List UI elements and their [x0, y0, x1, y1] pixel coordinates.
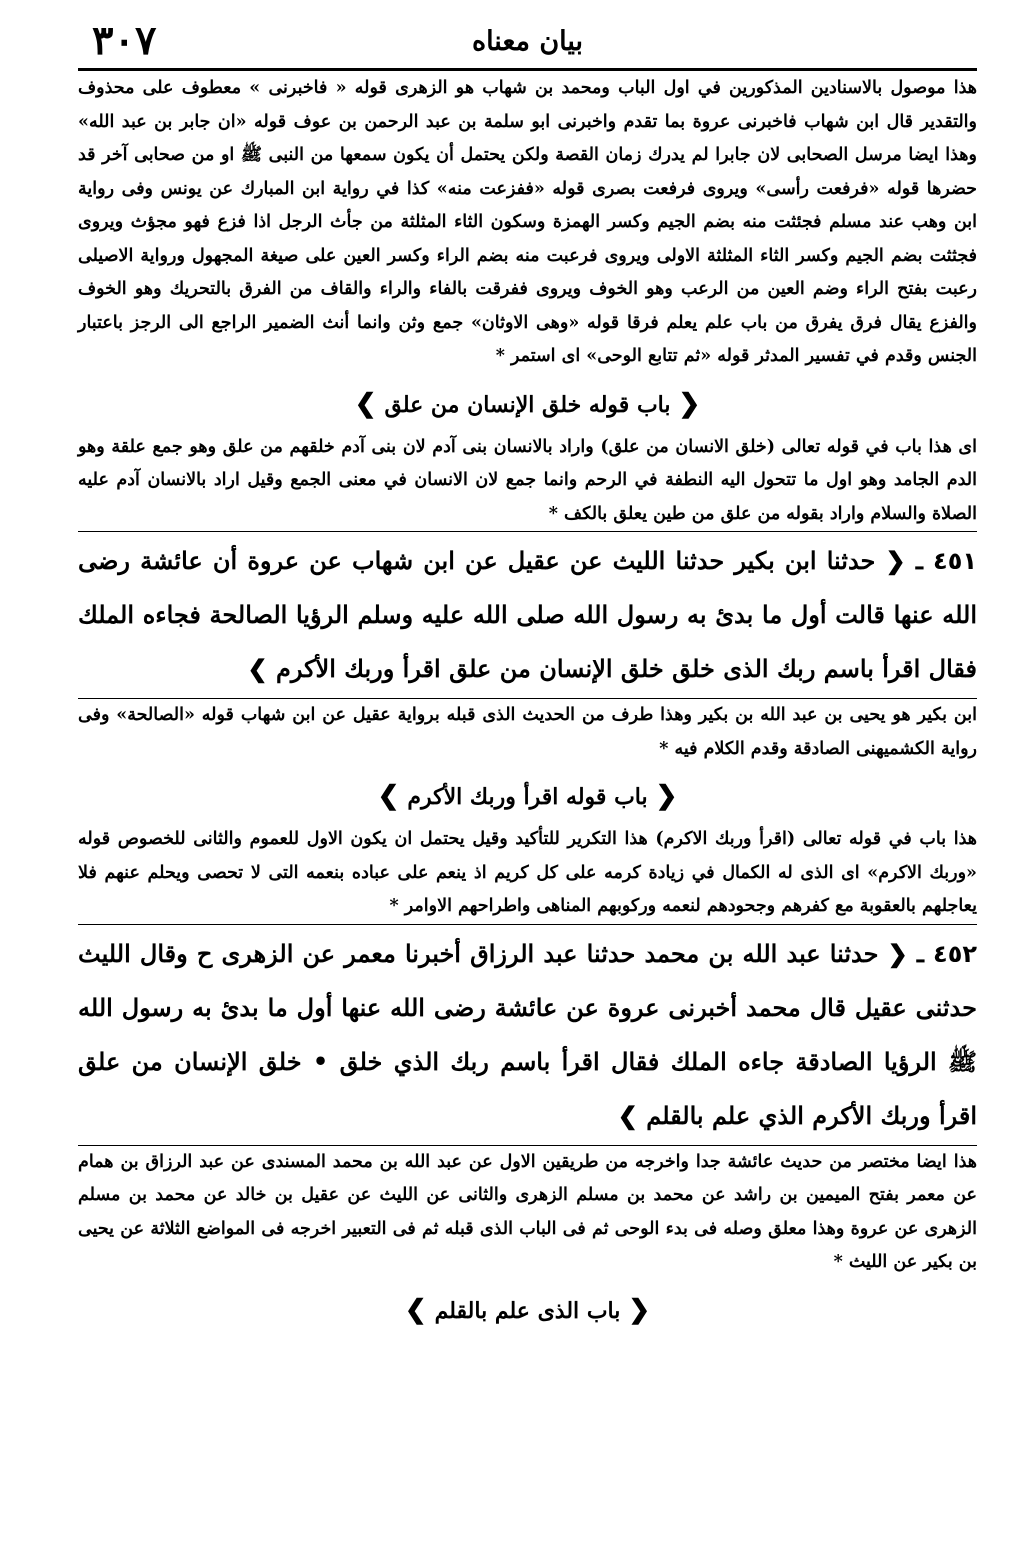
chapter-heading — [78, 1288, 977, 1333]
hadith-number: ٤٥١ — [933, 547, 977, 575]
hadith-text: ٤٥٢ ـ ❮ حدثنا عبد الله بن محمد حدثنا عبد الرزاق أخبرنا معمر عن الزهرى ح وقال الليث حدثنى عقيل قال محمد أخبرنى عروة عن عائشة رضى الله عنها أول ما بدئ به رسول الله ﷺ الرؤيا الصادقة جاءه الملك فقال اقرأ باسم ربك الذي خلق • خلق الإنسان من علق اقرأ وربك الأكرم الذي علم بالقلم ❯ — [78, 924, 977, 1146]
ornament-icon: ❯ — [404, 1294, 427, 1325]
chapter-heading-text: باب قوله خلق الإنسان من علق — [384, 391, 671, 418]
ornament-icon: ❯ — [377, 781, 400, 811]
hadith-text: ٤٥١ ـ ❮ حدثنا ابن بكير حدثنا الليث عن عقيل عن ابن شهاب عن عروة أن عائشة رضى الله عنها قالت أول ما بدئ به رسول الله صلى الله عليه وسلم الرؤيا الصالحة فجاءه الملك فقال اقرأ باسم ربك الذى خلق خلق الإنسان من علق اقرأ وربك الأكرم ❯ — [78, 531, 977, 699]
commentary-paragraph: هذا باب في قوله تعالى (اقرأ وربك الاكرم) هذا التكرير للتأكيد وقيل يحتمل ان يكون الاول للعموم والثانى للخصوص قوله «وربك الاكرم» اى الذى له الكمال في زيادة كرمه على كل كريم اذ ينعم على عباده بنعمه التى لا تحصى ويحلم عنهم فلا يعاجلهم بالعقوبة مع كفرهم وجحودهم لنعمه وركوبهم المناهى واطراحهم الاوامر * — [78, 829, 977, 916]
hadith-number: ٤٥٢ — [933, 939, 977, 968]
commentary-paragraph: هذا موصول بالاسنادين المذكورين في اول الباب ومحمد بن شهاب هو الزهرى قوله « فاخبرنى » معطوف على محذوف والتقدير قال ابن شهاب فاخبرنى عروة بما تقدم واخبرنى ابو سلمة بن عبد الرحمن بن عوف قوله «ان جابر بن عبد الله» وهذا ايضا مرسل الصحابى لان جابرا لم يدرك زمان القصة ولكن يحتمل أن يكون سمعها من النبى ﷺ او من صحابى آخر قد حضرها قوله «فرفعت رأسى» ويروى فرفعت بصرى قوله «ففزعت منه» كذا في رواية ابن المبارك عن يونس وفى رواية ابن وهب عند مسلم فجئثت منه بضم الجيم وكسر الهمزة وسكون الثاء المثلثة من جأث الرجل اذا فزع فهو مجؤث ويروى فجثثت بضم الجيم وكسر الثاء المثلثة الاولى ويروى فرعبت منه بضم الراء وكسر العين على صيغة المجهول ورواية الاصيلى رعبت بفتح الراء وضم العين من الرعب وهو الخوف ويروى ففرقت بالفاء والراء والقاف من الفرق بالتحريك وهو الخوف والفزع يقال فرق يفرق من باب علم يعلم فرقا قوله «وهى الاوثان» جمع وثن وانما أنث الضمير الراجع الى الرجز باعتبار الجنس وقدم في تفسير المدثر قوله «ثم تتابع الوحى» اى استمر * — [78, 78, 977, 366]
chapter-heading — [78, 774, 977, 819]
ornament-icon: ❮ — [628, 1294, 651, 1325]
page-header — [78, 18, 977, 71]
commentary-paragraph: هذا ايضا مختصر من حديث عائشة جدا واخرجه من طريقين الاول عن عبد الله بن محمد المسندى عن عبد الرزاق بن همام عن معمر بفتح الميمين بن راشد عن محمد بن مسلم الزهرى والثانى عن الليث عن عقيل بن خالد عن محمد بن مسلم الزهرى عن عروة وهذا معلق وصله فى بدء الوحى ثم فى الباب الذى قبله ثم فى التعبير اخرجه فى المواضع الثلاثة عن يحيى بن بكير عن الليث * — [78, 1151, 977, 1272]
commentary-paragraph: اى هذا باب في قوله تعالى (خلق الانسان من علق) واراد بالانسان بنى آدم لان بنى آدم خلقهم من علق وهو جمع علقة وهو الدم الجامد وهو اول ما تتحول اليه النطفة في الرحم وانما جمع لان الانسان في معنى الجمع وقيل اراد بالانسان آدم عليه الصلاة والسلام واراد بقوله من علق من طين يعلق بالكف * — [78, 436, 977, 524]
hadith-body: حدثنا ابن بكير حدثنا الليث عن عقيل عن ابن شهاب عن عروة أن عائشة رضى الله عنها قالت أول ما بدئ به رسول الله صلى الله عليه وسلم الرؤيا الصالحة فجاءه الملك فقال اقرأ باسم ربك الذى خلق خلق الإنسان من علق اقرأ وربك الأكرم — [78, 546, 977, 683]
ornament-icon: ❯ — [354, 388, 377, 419]
ornament-icon: ❮ — [678, 388, 701, 419]
chapter-heading — [78, 382, 977, 427]
hadith-body: حدثنا عبد الله بن محمد حدثنا عبد الرزاق أخبرنا معمر عن الزهرى ح وقال الليث حدثنى عقيل قال محمد أخبرنى عروة عن عائشة رضى الله عنها أول ما بدئ به رسول الله ﷺ الرؤيا الصادقة جاءه الملك فقال اقرأ باسم ربك الذي خلق • خلق الإنسان من علق اقرأ وربك الأكرم الذي علم بالقلم — [78, 938, 977, 1130]
running-title: بيان معناه — [471, 26, 584, 57]
page-number: ٣٠٧ — [92, 17, 157, 64]
chapter-heading-text: باب قوله اقرأ وربك الأكرم — [407, 784, 648, 810]
page-body — [78, 72, 977, 1523]
ornament-icon: ❮ — [655, 781, 678, 811]
chapter-heading-text: باب الذى علم بالقلم — [434, 1297, 621, 1324]
commentary-paragraph: ابن بكير هو يحيى بن عبد الله بن بكير وهذا طرف من الحديث الذى قبله برواية عقيل عن ابن شهاب قوله «الصالحة» وفى رواية الكشميهنى الصادقة وقدم الكلام فيه * — [78, 705, 977, 759]
